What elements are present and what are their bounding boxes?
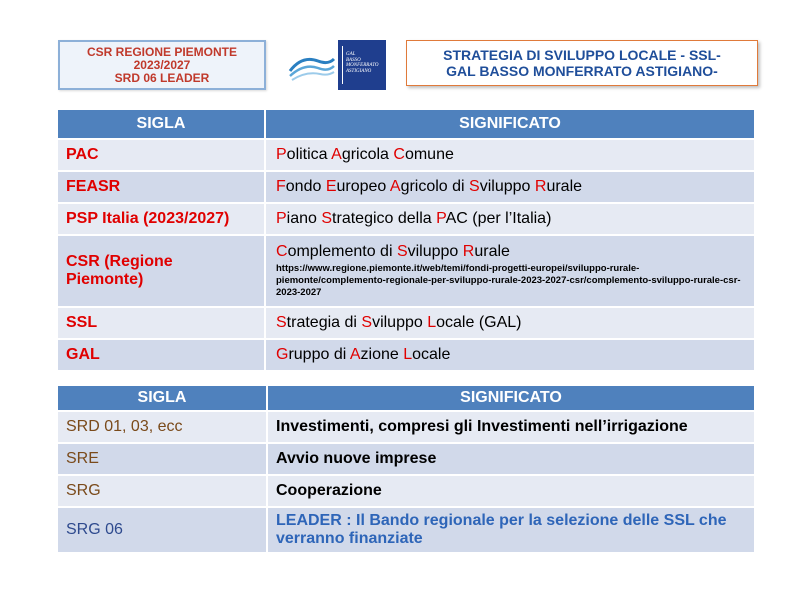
text-fragment: ruppo di bbox=[288, 346, 350, 363]
text-fragment: omplemento di bbox=[287, 243, 397, 260]
significato-text bbox=[276, 210, 551, 227]
initial-letter: S bbox=[469, 178, 480, 195]
text-fragment: viluppo bbox=[479, 178, 535, 195]
initial-letter: A bbox=[349, 346, 361, 363]
sigla-cell: PAC bbox=[57, 139, 265, 171]
text-fragment: zione bbox=[360, 346, 404, 363]
text-fragment: trategico della bbox=[332, 210, 437, 227]
table-row bbox=[57, 171, 755, 203]
significato-text bbox=[276, 146, 454, 163]
initial-letter: P bbox=[276, 146, 287, 163]
logo-line-2: BASSO bbox=[346, 57, 361, 63]
gal-logo bbox=[286, 40, 386, 90]
interventions-table-body bbox=[57, 411, 755, 553]
initial-letter: E bbox=[325, 178, 337, 195]
col-header-sigla: SIGLA bbox=[57, 385, 267, 411]
significato-text bbox=[276, 178, 582, 195]
logo-line-3: MONFERRATO bbox=[346, 63, 379, 68]
interventions-table bbox=[56, 384, 756, 554]
table-row bbox=[57, 507, 755, 553]
text-fragment: trategia di bbox=[286, 314, 362, 331]
text-fragment: urale bbox=[474, 243, 510, 260]
csr-url-link[interactable]: https://www.regione.piemonte.it/web/temi/fondi-progetti-europei/sviluppo-rurale-piemonte/complemento-regionale-per-sviluppo-rurale-2023-2027-csr/complemento-sviluppo-rurale-csr-2023-2027 bbox=[276, 263, 741, 298]
initial-letter: S bbox=[396, 243, 408, 260]
significato-text bbox=[276, 314, 522, 331]
initial-letter: S bbox=[276, 314, 287, 331]
sigla-cell: PSP Italia (2023/2027) bbox=[57, 203, 265, 235]
text-fragment: ondo bbox=[285, 178, 326, 195]
ssl-title-line-1: STRATEGIA DI SVILUPPO LOCALE - SSL- bbox=[443, 47, 721, 63]
table-row bbox=[57, 443, 755, 475]
significato-cell: Avvio nuove imprese bbox=[267, 443, 755, 475]
initial-letter: C bbox=[276, 243, 288, 260]
csr-header-box bbox=[58, 40, 266, 90]
significato-text bbox=[276, 243, 510, 260]
sigla-cell: GAL bbox=[57, 339, 265, 371]
initial-letter: F bbox=[276, 178, 286, 195]
significato-cell bbox=[265, 139, 755, 171]
sigla-cell: SRG 06 bbox=[57, 507, 267, 553]
csr-header-line-1: CSR REGIONE PIEMONTE bbox=[86, 44, 238, 59]
logo-line-1: GAL bbox=[346, 52, 356, 57]
initial-letter: R bbox=[534, 178, 547, 195]
csr-header-line-2: 2023/2027 bbox=[133, 57, 191, 72]
sigla-cell: SRE bbox=[57, 443, 267, 475]
table-row bbox=[57, 235, 755, 307]
initial-letter: G bbox=[276, 346, 289, 363]
significato-cell bbox=[265, 339, 755, 371]
text-fragment: gricolo di bbox=[400, 178, 470, 195]
sigla-cell: SSL bbox=[57, 307, 265, 339]
text-fragment: AC (per l’Italia) bbox=[445, 210, 552, 227]
wave-logo-icon bbox=[286, 40, 338, 90]
initial-letter: S bbox=[361, 314, 373, 331]
initial-letter: C bbox=[393, 146, 405, 163]
significato-cell bbox=[265, 235, 755, 307]
table-row bbox=[57, 339, 755, 371]
ssl-title-line-2: GAL BASSO MONFERRATO ASTIGIANO- bbox=[446, 63, 718, 79]
ssl-title-box bbox=[406, 40, 758, 86]
logo-line-4: ASTIGIANO bbox=[346, 68, 372, 74]
table-row bbox=[57, 475, 755, 507]
text-fragment: viluppo bbox=[372, 314, 428, 331]
text-fragment: ocale (GAL) bbox=[436, 314, 522, 331]
csr-header-line-3: SRD 06 LEADER bbox=[114, 70, 210, 85]
initial-letter: L bbox=[403, 346, 413, 363]
sigla-cell: FEASR bbox=[57, 171, 265, 203]
significato-cell: Investimenti, compresi gli Investimenti nell’irrigazione bbox=[267, 411, 755, 443]
text-fragment: iano bbox=[286, 210, 322, 227]
col-header-sigla: SIGLA bbox=[57, 109, 265, 139]
initial-letter: A bbox=[389, 178, 401, 195]
significato-cell bbox=[265, 307, 755, 339]
text-fragment: omune bbox=[404, 146, 454, 163]
significato-cell: Cooperazione bbox=[267, 475, 755, 507]
significato-text bbox=[276, 346, 450, 363]
sigla-cell: SRG bbox=[57, 475, 267, 507]
col-header-significato: SIGNIFICATO bbox=[267, 385, 755, 411]
text-fragment: uropeo bbox=[336, 178, 390, 195]
table-row bbox=[57, 139, 755, 171]
table-row bbox=[57, 411, 755, 443]
significato-cell bbox=[265, 171, 755, 203]
significato-cell bbox=[265, 203, 755, 235]
table-row bbox=[57, 203, 755, 235]
initial-letter: P bbox=[276, 210, 287, 227]
sigla-cell: SRD 01, 03, ecc bbox=[57, 411, 267, 443]
initial-letter: L bbox=[427, 314, 437, 331]
sigla-cell: CSR (Regione Piemonte) bbox=[57, 235, 265, 307]
text-fragment: gricola bbox=[341, 146, 394, 163]
text-fragment: ocale bbox=[412, 346, 451, 363]
gal-logo-text bbox=[338, 40, 386, 90]
initial-letter: R bbox=[462, 243, 475, 260]
col-header-significato: SIGNIFICATO bbox=[265, 109, 755, 139]
text-fragment: urale bbox=[546, 178, 583, 195]
text-fragment: olitica bbox=[286, 146, 332, 163]
initial-letter: S bbox=[321, 210, 333, 227]
acronyms-table bbox=[56, 108, 756, 372]
text-fragment: viluppo bbox=[407, 243, 463, 260]
significato-cell: LEADER : Il Bando regionale per la selezione delle SSL che verranno finanziate bbox=[267, 507, 755, 553]
initial-letter: A bbox=[331, 146, 342, 163]
initial-letter: P bbox=[436, 210, 446, 227]
acronyms-table-body bbox=[57, 139, 755, 371]
table-row bbox=[57, 307, 755, 339]
